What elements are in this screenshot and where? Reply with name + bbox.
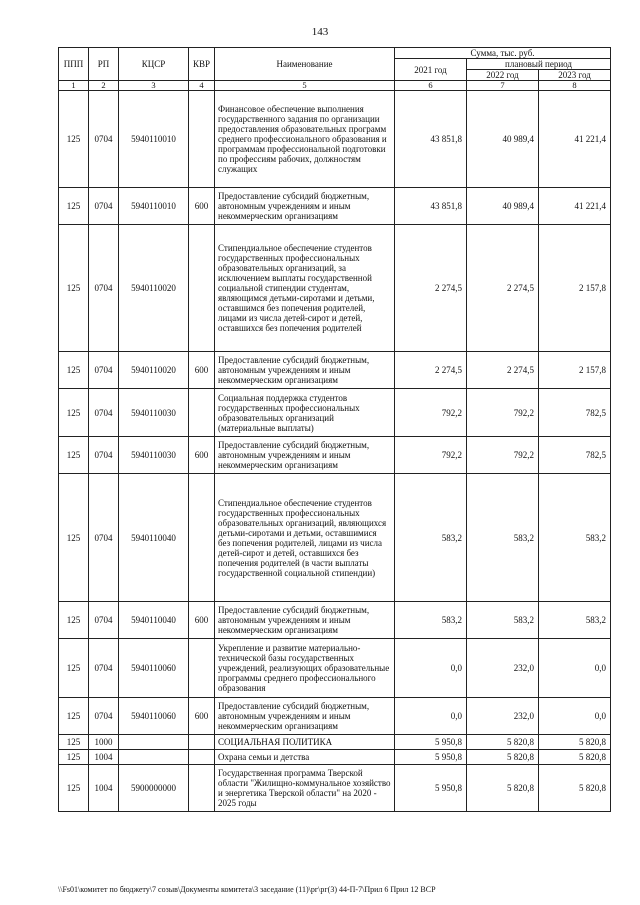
cell-kcsr: 5940110060 [119,698,189,735]
cell-rp: 0704 [89,352,119,389]
cell-kcsr: 5940110040 [119,602,189,639]
table-row [59,474,611,602]
column-index: 6 [395,81,467,91]
column-index: 7 [467,81,539,91]
cell-name: СОЦИАЛЬНАЯ ПОЛИТИКА [215,735,395,750]
header-year-2021: 2021 год [395,59,467,81]
cell-amount-2023: 782,5 [539,437,611,474]
cell-amount-2023: 2 157,8 [539,352,611,389]
cell-rp: 0704 [89,188,119,225]
cell-amount-2022: 5 820,8 [467,735,539,750]
cell-ppp: 125 [59,437,89,474]
table-body [59,91,611,812]
header-planned-period: плановый период [467,59,611,70]
cell-kcsr: 5940110030 [119,389,189,437]
cell-ppp: 125 [59,698,89,735]
cell-name: Предоставление субсидий бюджетным, автономным учреждениям и иным некоммерческим организациям [215,352,395,389]
cell-ppp: 125 [59,389,89,437]
cell-ppp: 125 [59,352,89,389]
cell-kvr: 600 [189,188,215,225]
cell-amount-2021: 0,0 [395,698,467,735]
cell-rp: 0704 [89,225,119,352]
header-kvr: КВР [189,48,215,81]
header-sum: Сумма, тыс. руб. [395,48,611,59]
cell-amount-2023: 5 820,8 [539,735,611,750]
cell-amount-2022: 2 274,5 [467,352,539,389]
cell-amount-2023: 583,2 [539,474,611,602]
cell-amount-2023: 5 820,8 [539,765,611,812]
cell-name: Охрана семьи и детства [215,750,395,765]
table-header [59,48,611,91]
cell-amount-2023: 5 820,8 [539,750,611,765]
cell-amount-2021: 583,2 [395,602,467,639]
table-row [59,91,611,188]
cell-amount-2021: 2 274,5 [395,225,467,352]
cell-kvr: 600 [189,698,215,735]
column-index-row [59,81,611,91]
cell-kcsr: 5940110030 [119,437,189,474]
column-index: 2 [89,81,119,91]
cell-name: Предоставление субсидий бюджетным, автономным учреждениям и иным некоммерческим организациям [215,698,395,735]
cell-amount-2021: 583,2 [395,474,467,602]
table-row [59,602,611,639]
column-index: 1 [59,81,89,91]
cell-amount-2022: 583,2 [467,474,539,602]
cell-ppp: 125 [59,188,89,225]
cell-kcsr: 5940110010 [119,91,189,188]
cell-amount-2023: 782,5 [539,389,611,437]
cell-amount-2022: 232,0 [467,639,539,698]
cell-ppp: 125 [59,735,89,750]
cell-rp: 1004 [89,750,119,765]
column-index: 4 [189,81,215,91]
table-row [59,437,611,474]
cell-kcsr: 5940110010 [119,188,189,225]
cell-kvr: 600 [189,352,215,389]
table-row [59,698,611,735]
cell-name: Предоставление субсидий бюджетным, автономным учреждениям и иным некоммерческим организациям [215,437,395,474]
cell-amount-2021: 792,2 [395,437,467,474]
cell-amount-2021: 43 851,8 [395,188,467,225]
cell-amount-2022: 583,2 [467,602,539,639]
budget-table [58,47,611,812]
cell-kcsr: 5940110060 [119,639,189,698]
cell-kvr [189,225,215,352]
cell-ppp: 125 [59,225,89,352]
cell-amount-2023: 41 221,4 [539,188,611,225]
cell-amount-2021: 2 274,5 [395,352,467,389]
column-index: 5 [215,81,395,91]
cell-rp: 0704 [89,389,119,437]
cell-kvr [189,765,215,812]
cell-rp: 0704 [89,639,119,698]
cell-ppp: 125 [59,750,89,765]
header-rp: РП [89,48,119,81]
table-row [59,765,611,812]
cell-kcsr: 5940110020 [119,352,189,389]
cell-kcsr [119,750,189,765]
cell-kvr [189,474,215,602]
cell-rp: 0704 [89,437,119,474]
cell-rp: 1004 [89,765,119,812]
cell-amount-2023: 41 221,4 [539,91,611,188]
cell-amount-2022: 792,2 [467,437,539,474]
cell-amount-2022: 792,2 [467,389,539,437]
cell-amount-2023: 583,2 [539,602,611,639]
cell-amount-2023: 2 157,8 [539,225,611,352]
cell-amount-2022: 40 989,4 [467,91,539,188]
cell-name: Укрепление и развитие материально-технической базы государственных учреждений, реализующих образовательные программы среднего профессионального образования [215,639,395,698]
table-row [59,735,611,750]
table-row [59,389,611,437]
cell-amount-2021: 5 950,8 [395,735,467,750]
cell-amount-2022: 5 820,8 [467,765,539,812]
cell-amount-2022: 5 820,8 [467,750,539,765]
header-kcsr: КЦСР [119,48,189,81]
cell-ppp: 125 [59,765,89,812]
page-number: 143 [311,26,329,38]
footer-file-path: \\Fs01\комитет по бюджету\7 созыв\Документы комитета\3 заседание (11)\рг\рг(3) 44-П-7\Прил 6 Прил 12 ВСР [58,885,436,894]
cell-amount-2022: 232,0 [467,698,539,735]
header-year-2022: 2022 год [467,70,539,81]
table-row [59,750,611,765]
cell-kvr [189,735,215,750]
cell-amount-2023: 0,0 [539,698,611,735]
cell-name: Государственная программа Тверской области "Жилищно-коммунальное хозяйство и энергетика Тверской области" на 2020 - 2025 годы [215,765,395,812]
header-name: Наименование [215,48,395,81]
table-row [59,188,611,225]
header-ppp: ППП [59,48,89,81]
header-year-2023: 2023 год [539,70,611,81]
table-row [59,225,611,352]
cell-amount-2021: 5 950,8 [395,765,467,812]
cell-kvr [189,91,215,188]
cell-name: Предоставление субсидий бюджетным, автономным учреждениям и иным некоммерческим организациям [215,188,395,225]
cell-name: Социальная поддержка студентов государственных профессиональных образовательных организаций (материальные выплаты) [215,389,395,437]
cell-kcsr: 5940110020 [119,225,189,352]
cell-name: Предоставление субсидий бюджетным, автономным учреждениям и иным некоммерческим организациям [215,602,395,639]
cell-amount-2021: 0,0 [395,639,467,698]
cell-ppp: 125 [59,639,89,698]
column-index: 8 [539,81,611,91]
cell-rp: 1000 [89,735,119,750]
cell-kvr [189,639,215,698]
cell-rp: 0704 [89,602,119,639]
cell-kvr [189,750,215,765]
cell-amount-2021: 5 950,8 [395,750,467,765]
cell-kcsr: 5940110040 [119,474,189,602]
cell-amount-2021: 43 851,8 [395,91,467,188]
cell-amount-2022: 2 274,5 [467,225,539,352]
cell-kvr [189,389,215,437]
cell-kvr: 600 [189,602,215,639]
cell-rp: 0704 [89,91,119,188]
table-row [59,639,611,698]
column-index: 3 [119,81,189,91]
cell-amount-2022: 40 989,4 [467,188,539,225]
cell-name: Финансовое обеспечение выполнения государственного задания по организации предоставления образовательных программ среднего профессионального образования и программам профессиональной подготовки по профессиям рабочих, должностям служащих [215,91,395,188]
cell-rp: 0704 [89,698,119,735]
cell-amount-2023: 0,0 [539,639,611,698]
cell-name: Стипендиальное обеспечение студентов государственных профессиональных образовательных организаций, за исключением выплаты государственной социальной стипендии студентам, являющимся детьми-сиротами и детьми, оставшимся без попечения родителей, лицами из числа детей-сирот и детей, оставшихся без попечения родителей [215,225,395,352]
cell-ppp: 125 [59,91,89,188]
cell-rp: 0704 [89,474,119,602]
cell-ppp: 125 [59,602,89,639]
cell-kcsr [119,735,189,750]
cell-name: Стипендиальное обеспечение студентов государственных профессиональных образовательных организаций, являющихся детьми-сиротами и детьми, оставшимися без попечения родителей, лицами из числа детей-сирот и детей, оставшихся без попечения родителей (в части выплаты государственной социальной стипендии) [215,474,395,602]
cell-ppp: 125 [59,474,89,602]
table-row [59,352,611,389]
cell-amount-2021: 792,2 [395,389,467,437]
cell-kvr: 600 [189,437,215,474]
cell-kcsr: 5900000000 [119,765,189,812]
